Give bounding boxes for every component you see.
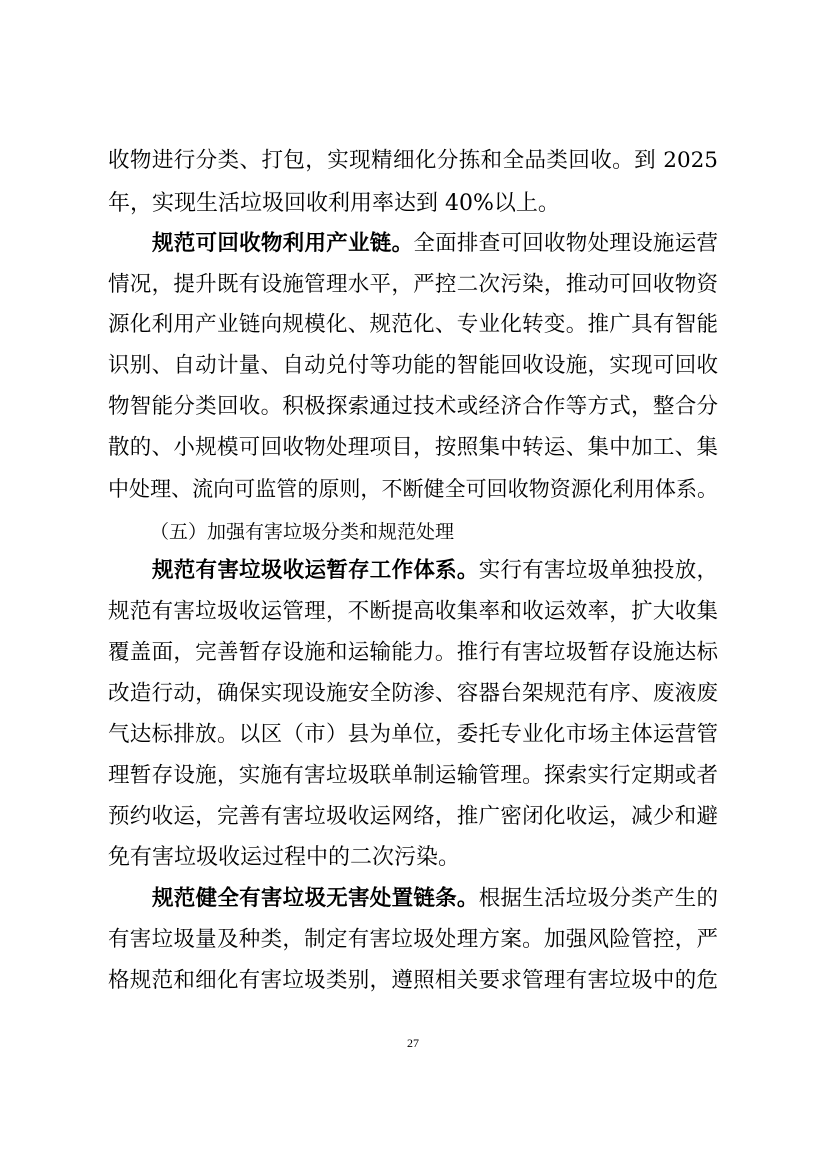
line-text: 气达标排放。以区（市）县为单位，委托专业化市场主体运营管	[108, 722, 718, 747]
line-text: 预约收运，完善有害垃圾收运网络，推广密闭化收运，减少和避	[108, 804, 718, 829]
text-line	[108, 761, 718, 791]
line-text: 实行有害垃圾单独投放，	[478, 558, 718, 583]
line-text: 免有害垃圾收运过程中的二次污染。	[108, 845, 461, 870]
text-line	[108, 189, 718, 219]
text-line	[108, 433, 718, 463]
line-text: 散的、小规模可回收物处理项目，按照集中转运、集中加工、集	[108, 435, 718, 460]
text-line	[108, 474, 718, 504]
text-line	[108, 802, 718, 832]
text-line	[108, 843, 718, 873]
paragraph-first-line	[152, 884, 718, 914]
line-text: 根据生活垃圾分类产生的	[478, 886, 718, 911]
text-line	[108, 351, 718, 381]
text-line	[108, 638, 718, 668]
text-line	[108, 146, 718, 176]
text-line	[108, 310, 718, 340]
line-text: 收物进行分类、打包，实现精细化分拣和全品类回收。到 2025	[108, 148, 718, 173]
text-line	[108, 966, 718, 996]
line-text: 覆盖面，完善暂存设施和运输能力。推行有害垃圾暂存设施达标	[108, 640, 718, 665]
line-text: 改造行动，确保实现设施安全防渗、容器台架规范有序、废液废	[108, 681, 718, 706]
paragraph-first-line	[152, 229, 718, 259]
paragraph-lead-heading: 规范健全有害垃圾无害处置链条。	[152, 886, 479, 911]
line-text: 格规范和细化有害垃圾类别，遵照相关要求管理有害垃圾中的危	[108, 968, 718, 993]
line-text: 中处理、流向可监管的原则，不断健全可回收物资源化利用体系。	[108, 477, 718, 501]
paragraph-lead-heading: 规范有害垃圾收运暂存工作体系。	[152, 558, 479, 583]
section-heading	[150, 517, 760, 547]
paragraph-lead-heading: 规范可回收物利用产业链。	[152, 231, 414, 256]
text-line	[108, 925, 718, 955]
line-text: 年，实现生活垃圾回收利用率达到 40%以上。	[108, 191, 560, 216]
line-text: 识别、自动计量、自动兑付等功能的智能回收设施，实现可回收	[108, 353, 718, 378]
page-number: 27	[407, 1036, 419, 1050]
paragraph-first-line	[152, 556, 718, 586]
text-line	[108, 392, 718, 422]
line-text: 有害垃圾量及种类，制定有害垃圾处理方案。加强风险管控，严	[108, 927, 718, 952]
text-line	[108, 679, 718, 709]
line-text: 理暂存设施，实施有害垃圾联单制运输管理。探索实行定期或者	[108, 763, 718, 788]
line-text: 全面排查可回收物处理设施运营	[413, 231, 718, 256]
text-line	[108, 597, 718, 627]
section-heading-text: （五）加强有害垃圾分类和规范处理	[150, 521, 455, 543]
text-line	[108, 720, 718, 750]
line-text: 情况，提升既有设施管理水平，严控二次污染，推动可回收物资	[108, 272, 718, 297]
line-text: 规范有害垃圾收运管理，不断提高收集率和收运效率，扩大收集	[108, 599, 718, 624]
line-text: 源化利用产业链向规模化、规范化、专业化转变。推广具有智能	[108, 312, 718, 337]
text-line	[108, 270, 718, 300]
line-text: 物智能分类回收。积极探索通过技术或经济合作等方式，整合分	[108, 394, 718, 419]
